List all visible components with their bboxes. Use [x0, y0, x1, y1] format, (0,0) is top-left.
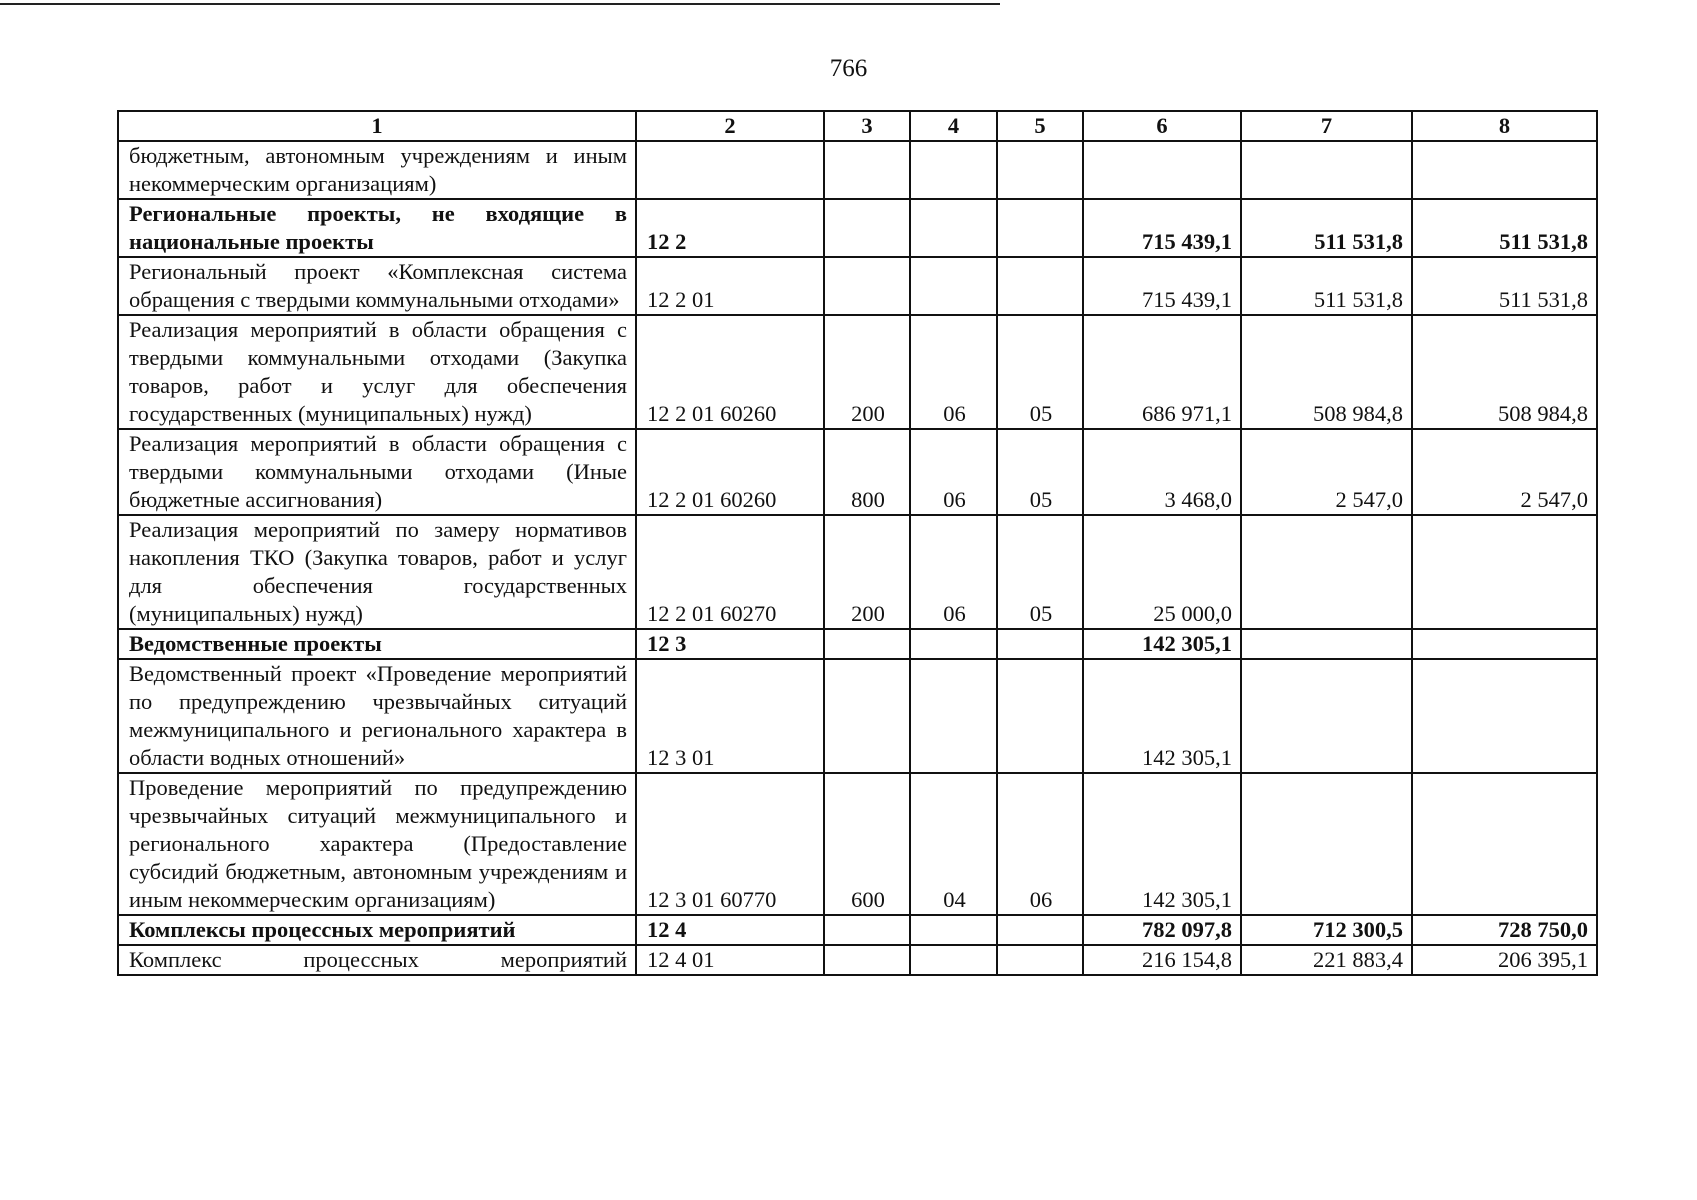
row-amount-7 — [1241, 629, 1412, 659]
row-name: Реализация мероприятий в области обращения с твердыми коммунальными отходами (Закупка товаров, работ и услуг для обеспечения государственных (муниципальных) нужд) — [118, 315, 636, 429]
row-amount-6: 216 154,8 — [1083, 945, 1241, 975]
row-name: Ведомственные проекты — [118, 629, 636, 659]
row-subsection: 05 — [997, 429, 1083, 515]
row-subsection — [997, 199, 1083, 257]
row-expense-type — [824, 141, 910, 199]
row-subsection — [997, 629, 1083, 659]
row-subsection: 05 — [997, 515, 1083, 629]
row-section — [910, 257, 997, 315]
row-amount-7 — [1241, 659, 1412, 773]
row-amount-8: 508 984,8 — [1412, 315, 1597, 429]
row-section: 06 — [910, 515, 997, 629]
row-subsection: 05 — [997, 315, 1083, 429]
row-expense-type — [824, 199, 910, 257]
row-amount-7: 221 883,4 — [1241, 945, 1412, 975]
row-expense-type: 200 — [824, 315, 910, 429]
row-amount-8: 206 395,1 — [1412, 945, 1597, 975]
row-amount-6: 715 439,1 — [1083, 257, 1241, 315]
row-amount-6: 142 305,1 — [1083, 629, 1241, 659]
row-name: Комплексы процессных мероприятий — [118, 915, 636, 945]
row-section — [910, 915, 997, 945]
row-code: 12 2 01 60260 — [636, 315, 824, 429]
row-amount-6: 142 305,1 — [1083, 773, 1241, 915]
row-section — [910, 659, 997, 773]
row-amount-7 — [1241, 515, 1412, 629]
row-amount-6: 686 971,1 — [1083, 315, 1241, 429]
row-amount-7 — [1241, 141, 1412, 199]
row-section — [910, 629, 997, 659]
table-row — [118, 915, 1597, 945]
row-code: 12 4 01 — [636, 945, 824, 975]
column-header: 5 — [997, 111, 1083, 141]
row-name: Региональный проект «Комплексная система обращения с твердыми коммунальными отходами» — [118, 257, 636, 315]
row-code: 12 2 01 60260 — [636, 429, 824, 515]
row-amount-6: 142 305,1 — [1083, 659, 1241, 773]
row-amount-6: 25 000,0 — [1083, 515, 1241, 629]
row-name: Комплекс процессных мероприятий — [118, 945, 636, 975]
row-code: 12 3 — [636, 629, 824, 659]
column-header: 7 — [1241, 111, 1412, 141]
row-amount-7 — [1241, 773, 1412, 915]
row-code: 12 2 01 60270 — [636, 515, 824, 629]
row-amount-6 — [1083, 141, 1241, 199]
row-amount-8 — [1412, 629, 1597, 659]
row-code: 12 4 — [636, 915, 824, 945]
row-amount-8 — [1412, 773, 1597, 915]
row-amount-6: 715 439,1 — [1083, 199, 1241, 257]
row-expense-type: 200 — [824, 515, 910, 629]
row-subsection — [997, 257, 1083, 315]
row-section — [910, 141, 997, 199]
row-section: 04 — [910, 773, 997, 915]
budget-table — [117, 110, 1598, 976]
row-name: Реализация мероприятий по замеру нормативов накопления ТКО (Закупка товаров, работ и услуг для обеспечения государственных (муниципальных) нужд) — [118, 515, 636, 629]
table-body — [118, 141, 1597, 975]
table-row — [118, 773, 1597, 915]
row-amount-8: 511 531,8 — [1412, 257, 1597, 315]
row-amount-8: 2 547,0 — [1412, 429, 1597, 515]
row-name: Ведомственный проект «Проведение мероприятий по предупреждению чрезвычайных ситуаций межмуниципального и регионального характера в области водных отношений» — [118, 659, 636, 773]
row-amount-6: 3 468,0 — [1083, 429, 1241, 515]
row-expense-type: 600 — [824, 773, 910, 915]
row-name: бюджетным, автономным учреждениям и иным некоммерческим организациям) — [118, 141, 636, 199]
row-amount-6: 782 097,8 — [1083, 915, 1241, 945]
table-row — [118, 945, 1597, 975]
table-row — [118, 515, 1597, 629]
table-row — [118, 257, 1597, 315]
row-name: Региональные проекты, не входящие в национальные проекты — [118, 199, 636, 257]
row-subsection — [997, 659, 1083, 773]
top-rule — [0, 3, 1000, 5]
row-amount-7: 511 531,8 — [1241, 199, 1412, 257]
row-amount-7: 2 547,0 — [1241, 429, 1412, 515]
row-subsection — [997, 141, 1083, 199]
row-name: Проведение мероприятий по предупреждению чрезвычайных ситуаций межмуниципального и регионального характера (Предоставление субсидий бюджетным, автономным учреждениям и иным некоммерческим организациям) — [118, 773, 636, 915]
column-header: 2 — [636, 111, 824, 141]
table-row — [118, 429, 1597, 515]
row-section: 06 — [910, 315, 997, 429]
table-row — [118, 659, 1597, 773]
row-amount-8 — [1412, 141, 1597, 199]
header-row — [118, 111, 1597, 141]
row-code: 12 3 01 60770 — [636, 773, 824, 915]
row-amount-8 — [1412, 659, 1597, 773]
row-amount-8: 511 531,8 — [1412, 199, 1597, 257]
row-expense-type — [824, 659, 910, 773]
row-code: 12 2 01 — [636, 257, 824, 315]
column-header: 4 — [910, 111, 997, 141]
column-header: 6 — [1083, 111, 1241, 141]
row-expense-type — [824, 915, 910, 945]
row-expense-type — [824, 945, 910, 975]
table-row — [118, 199, 1597, 257]
row-section — [910, 199, 997, 257]
row-subsection: 06 — [997, 773, 1083, 915]
table-row — [118, 629, 1597, 659]
row-section: 06 — [910, 429, 997, 515]
row-subsection — [997, 915, 1083, 945]
page-number: 766 — [829, 55, 868, 82]
table-row — [118, 141, 1597, 199]
row-expense-type — [824, 257, 910, 315]
row-code — [636, 141, 824, 199]
row-name: Реализация мероприятий в области обращения с твердыми коммунальными отходами (Иные бюджетные ассигнования) — [118, 429, 636, 515]
row-section — [910, 945, 997, 975]
column-header: 8 — [1412, 111, 1597, 141]
row-amount-7: 511 531,8 — [1241, 257, 1412, 315]
row-amount-7: 508 984,8 — [1241, 315, 1412, 429]
column-header: 3 — [824, 111, 910, 141]
row-amount-8 — [1412, 515, 1597, 629]
column-header: 1 — [118, 111, 636, 141]
row-expense-type: 800 — [824, 429, 910, 515]
row-amount-7: 712 300,5 — [1241, 915, 1412, 945]
row-subsection — [997, 945, 1083, 975]
row-expense-type — [824, 629, 910, 659]
row-code: 12 3 01 — [636, 659, 824, 773]
table-row — [118, 315, 1597, 429]
row-amount-8: 728 750,0 — [1412, 915, 1597, 945]
row-code: 12 2 — [636, 199, 824, 257]
